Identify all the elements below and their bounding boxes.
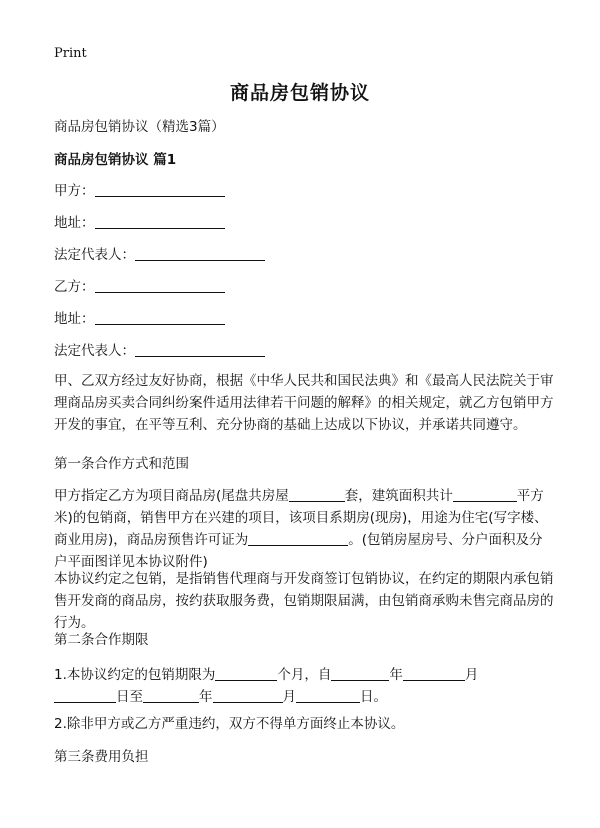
area-blank (453, 487, 517, 502)
party-a-field (54, 180, 225, 202)
party-a-label: 甲方： (54, 183, 95, 199)
party-b-label: 乙方： (54, 279, 95, 295)
term-text-d: 月 (464, 667, 479, 683)
document-subtitle: 商品房包销协议（精选3篇） (54, 119, 225, 135)
article3-heading: 第三条费用负担 (54, 749, 149, 765)
address-b-blank (95, 310, 225, 325)
legal-rep-b-blank (135, 342, 265, 357)
term-text-a: 1.本协议约定的包销期限为 (54, 667, 216, 683)
legal-rep-b-label: 法定代表人： (54, 343, 135, 359)
article1-p1-a: 甲方指定乙方为项目商品房(尾盘共房屋 (54, 488, 289, 504)
address-a-blank (95, 214, 225, 229)
permit-blank (248, 531, 348, 546)
start-year-blank (331, 666, 389, 681)
months-blank (215, 666, 277, 681)
end-year-blank (143, 688, 199, 703)
legal-rep-a-field (54, 244, 265, 266)
end-day-blank (296, 688, 360, 703)
legal-rep-b-field (54, 340, 265, 362)
article1-heading: 第一条合作方式和范围 (54, 456, 189, 472)
document-title: 商品房包销协议 (229, 82, 370, 104)
article2-item-2: 2.除非甲方或乙方严重违约，双方不得单方面终止本协议。 (54, 716, 405, 732)
term-text-f: 年 (199, 689, 213, 705)
end-month-blank (213, 688, 283, 703)
article2-heading: 第二条合作期限 (54, 632, 149, 648)
start-day-blank (54, 688, 116, 703)
legal-rep-a-blank (135, 246, 265, 261)
address-a-field (54, 212, 225, 234)
term-text-h: 日。 (360, 689, 387, 705)
party-a-blank (95, 182, 225, 197)
start-month-blank (403, 666, 465, 681)
units-blank (289, 487, 345, 502)
section-heading: 商品房包销协议 篇1 (54, 152, 177, 168)
article1-paragraph-1 (54, 485, 554, 573)
article1-p1-b: 套，建筑面积共计 (344, 488, 453, 504)
address-a-label: 地址： (54, 215, 95, 231)
party-b-field (54, 276, 225, 298)
intro-paragraph: 甲、乙双方经过友好协商，根据《中华人民共和国民法典》和《最高人民法院关于审理商品房买卖合同纠纷案件适用法律若干问题的解释》的相关规定，就乙方包销甲方开发的事宜，在平等互利、充分协商的基础上达成以下协议，并承诺共同遵守。 (54, 373, 554, 433)
article1-p1-d: 。(包销房屋房号、分户面积及分户平面图详见本协议附件) (54, 532, 543, 570)
term-text-e: 日至 (116, 689, 143, 705)
article1-p1-c: 平方米)的包销商，销售甲方在兴建的项目，该项目系期房(现房)，用途为住宅(写字楼、商业用房)，商品房预售许可证为 (54, 488, 548, 548)
address-b-label: 地址： (54, 311, 95, 327)
term-text-g: 月 (282, 689, 296, 705)
address-b-field (54, 308, 225, 330)
print-label[interactable]: Print (54, 46, 87, 61)
term-text-c: 年 (389, 667, 403, 683)
term-text-b: 个月，自 (277, 667, 332, 683)
article2-item-1 (54, 664, 554, 708)
party-b-blank (95, 278, 225, 293)
article1-paragraph-2: 本协议约定之包销，是指销售代理商与开发商签订包销协议，在约定的期限内承包销售开发商的商品房，按约获取服务费，包销期限届满，由包销商承购未售完商品房的行为。 (54, 571, 554, 631)
legal-rep-a-label: 法定代表人： (54, 247, 135, 263)
